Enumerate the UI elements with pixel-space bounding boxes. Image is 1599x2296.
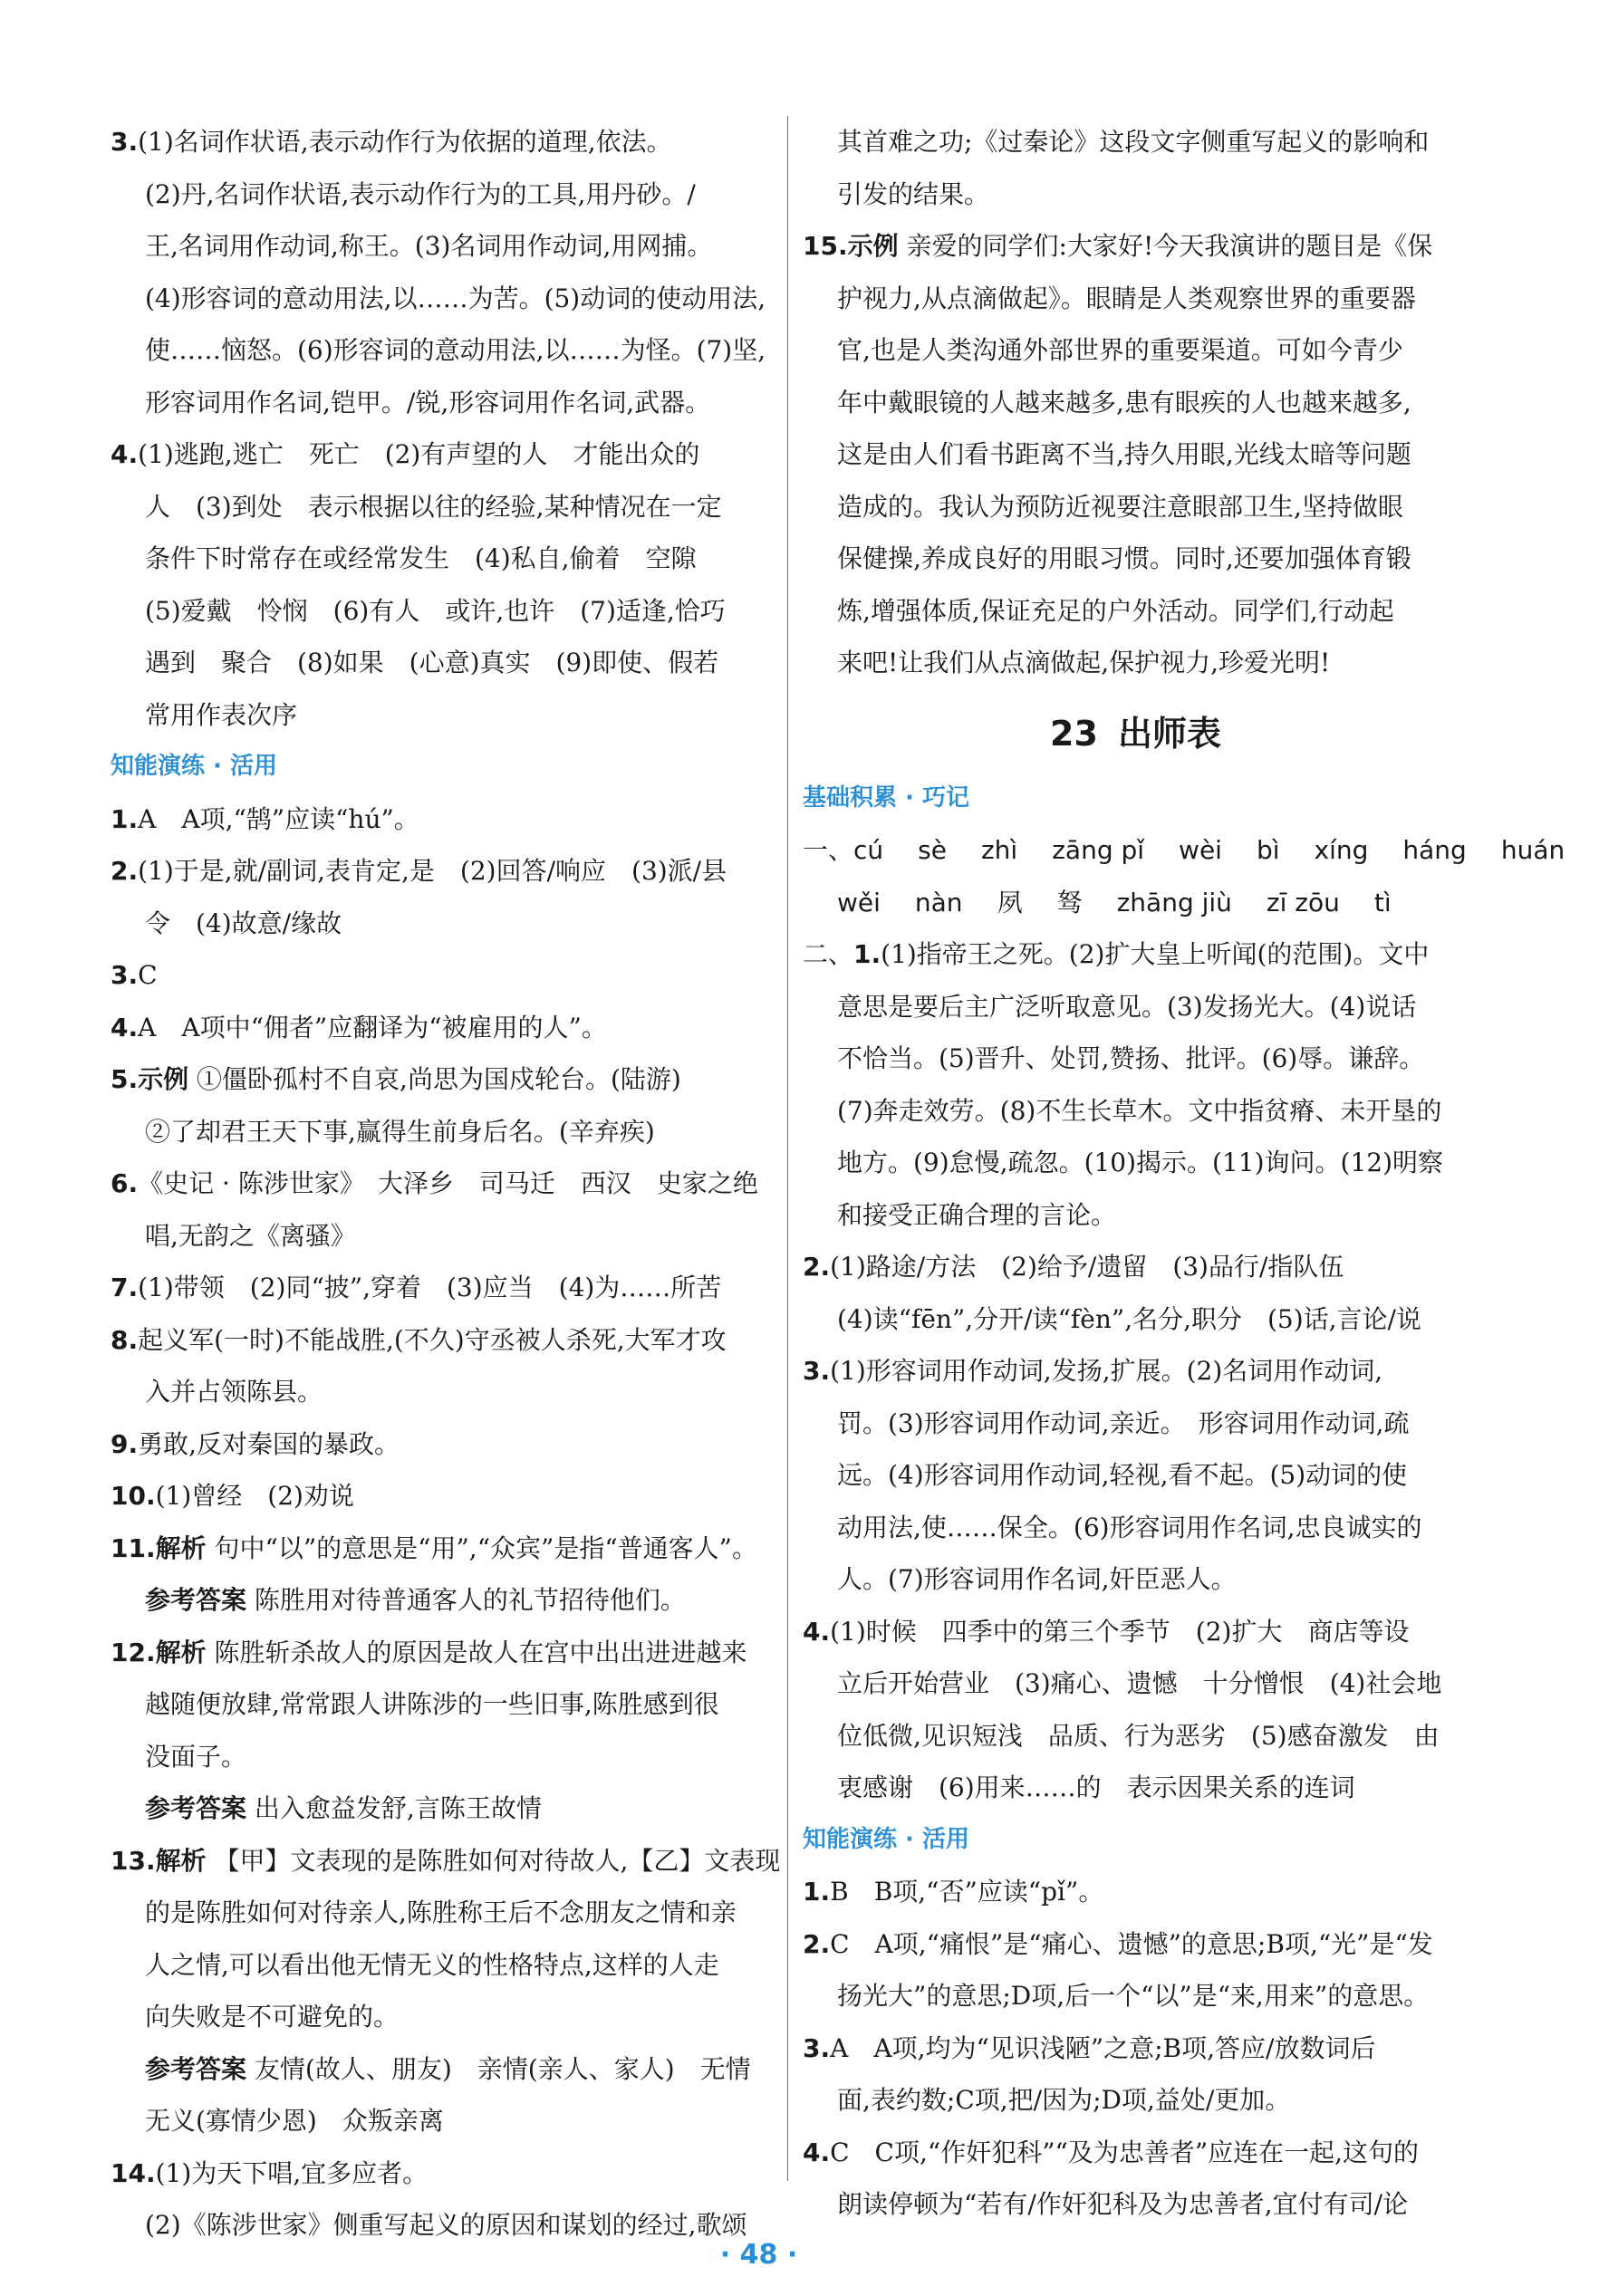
practice-answer-4: 4.C C项,“作奸犯科”“及为忠善者”应连在一起,这句的 [803,2137,1420,2167]
answer-3-line: (4)形容词的意动用法,以……为苦。(5)动词的使动用法, [145,283,766,313]
answer-8: 8.起义军(一时)不能战胜,(不久)守丞被人杀死,大军才攻 [111,1324,727,1355]
answer-1: 1.A A项,“鹄”应读“hú”。 [111,803,419,834]
answer-4-line: (5)爱戴 怜悯 (6)有人 或许,也许 (7)适逢,恰巧 [145,595,726,626]
answer-5-line: ②了却君王天下事,赢得生前身后名。(辛弃疾) [145,1116,655,1147]
answer-12-line: 越随便放肆,常常跟人讲陈涉的一些旧事,陈胜感到很 [145,1689,719,1719]
answer-15-line: 年中戴眼镜的人越来越多,患有眼疾的人也越来越多, [837,387,1411,418]
answer-4-line: 条件下时常存在或经常发生 (4)私自,偷着 空隙 [145,543,697,573]
part2-answer-1-line: 意思是要后主广泛听取意见。(3)发扬光大。(4)说话 [837,991,1417,1022]
answer-14-continued: 其首难之功;《过秦论》这段文字侧重写起义的影响和 [837,127,1430,157]
answer-13-line: 人之情,可以看出他无情无义的性格特点,这样的人走 [145,1949,719,1980]
part2-answer-4-line: 位低微,见识短浅 品质、行为恶劣 (5)感奋激发 由 [837,1720,1440,1751]
part2-answer-3-line: 罚。(3)形容词用作动词,亲近。 形容词用作动词,疏 [837,1407,1410,1438]
part2-answer-3-line: 人。(7)形容词用作名词,奸臣恶人。 [837,1564,1237,1594]
answer-15-line: 官,也是人类沟通外部世界的重要渠道。可如今青少 [837,335,1403,365]
section-heading-practice: 知能演练 · 活用 [111,753,277,780]
part2-answer-1-line: 不恰当。(5)晋升、处罚,赞扬、批评。(6)辱。谦辞。 [837,1043,1425,1073]
answer-13-line: 无义(寡情少恩) 众叛亲离 [145,2106,444,2136]
section-heading-basics: 基础积累 · 巧记 [803,783,969,812]
left-column [111,116,781,2252]
answer-14: 14.(1)为天下唱,宜多应者。 [111,2157,429,2188]
answer-12-line: 没面子。 [145,1741,247,1772]
answer-15-line: 护视力,从点滴做起》。眼睛是人类观察世界的重要器 [837,283,1416,313]
answer-4: 4.(1)逃跑,逃亡 死亡 (2)有声望的人 才能出众的 [111,439,700,469]
page-number: · 48 · [719,2239,798,2271]
practice-answer-2-line: 扬光大”的意思;D项,后一个“以”是“来,用来”的意思。 [837,1981,1430,2011]
answer-8-line: 入并占领陈县。 [145,1377,323,1407]
part2-answer-1-line: 和接受正确合理的言论。 [837,1199,1117,1230]
answer-11-reference: 参考答案 陈胜用对待普通客人的礼节招待他们。 [145,1585,686,1615]
part2-answer-1: 二、1.(1)指帝王之死。(2)扩大皇上听闻(的范围)。文中 [803,939,1430,969]
lesson-title: 23 出师表 [1050,713,1221,754]
right-column [803,116,1565,2231]
answer-4-line: 遇到 聚合 (8)如果 (心意)真实 (9)即使、假若 [145,648,719,677]
pinyin-row: wěi nàn 夙 驽 zhāng jiù zī zōu tì [837,887,1392,917]
answer-14-continued: 引发的结果。 [837,178,990,209]
practice-answer-3: 3.A A项,均为“见识浅陋”之意;B项,答应/放数词后 [803,2032,1376,2063]
part2-answer-4-line: 立后开始营业 (3)痛心、遗憾 十分憎恨 (4)社会地 [837,1668,1442,1698]
part2-answer-2-line: (4)读“fēn”,分开/读“fèn”,名分,职分 (5)话,言论/说 [837,1303,1421,1334]
answer-15-line: 这是由人们看书距离不当,持久用眼,光线太暗等问题 [837,439,1411,469]
practice-answer-4-line: 朗读停顿为“若有/作奸犯科及为忠善者,宜付有司/论 [837,2189,1409,2219]
part2-answer-3-line: 远。(4)形容词用作动词,轻视,看不起。(5)动词的使 [837,1460,1408,1490]
answer-3-line: 王,名词用作动词,称王。(3)名词用作动词,用网捕。 [145,231,713,261]
answer-7: 7.(1)带领 (2)同“披”,穿着 (3)应当 (4)为……所苦 [111,1273,722,1302]
part2-answer-4-line: 衷感谢 (6)用来……的 表示因果关系的连词 [837,1772,1355,1802]
answer-13-line: 向失败是不可避免的。 [145,2002,400,2032]
section-heading-practice: 知能演练 · 活用 [803,1825,969,1853]
answer-13-line: 的是陈胜如何对待亲人,陈胜称王后不念朋友之情和亲 [145,1897,737,1927]
answer-9: 9.勇敢,反对秦国的暴政。 [111,1428,400,1459]
practice-answer-2: 2.C A项,“痛恨”是“痛心、遗憾”的意思;B项,“光”是“发 [803,1928,1433,1959]
answer-14-line: (2)《陈涉世家》侧重写起义的原因和谋划的经过,歌颂 [145,2210,747,2240]
part2-answer-3: 3.(1)形容词用作动词,发扬,扩展。(2)名词用作动词, [803,1356,1383,1386]
part2-answer-3-line: 动用法,使……保全。(6)形容词用作名词,忠良诚实的 [837,1512,1422,1542]
answer-10: 10.(1)曾经 (2)劝说 [111,1481,354,1511]
answer-15-line: 炼,增强体质,保证充足的户外活动。同学们,行动起 [837,595,1394,626]
answer-2: 2.(1)于是,就/副词,表肯定,是 (2)回答/响应 (3)派/县 [111,856,727,886]
answer-15: 15.示例 亲爱的同学们:大家好!今天我演讲的题目是《保 [803,231,1433,261]
answer-4b: 4.A A项中“佣者”应翻译为“被雇用的人”。 [111,1012,607,1042]
answer-13: 13.解析 【甲】文表现的是陈胜如何对待故人,【乙】文表现 [111,1845,781,1876]
practice-answer-1: 1.B B项,“否”应读“pǐ”。 [803,1877,1104,1907]
part2-answer-1-line: 地方。(9)怠慢,疏忽。(10)揭示。(11)询问。(12)明察 [837,1148,1443,1177]
column-divider [787,116,788,2181]
part2-answer-4: 4.(1)时候 四季中的第三个季节 (2)扩大 商店等设 [803,1616,1410,1647]
answer-6-line: 唱,无韵之《离骚》 [145,1220,356,1251]
answer-15-line: 造成的。我认为预防近视要注意眼部卫生,坚持做眼 [837,491,1403,522]
answer-3: 3.(1)名词作状语,表示动作行为依据的道理,依法。 [111,127,672,157]
answer-4-line: 人 (3)到处 表示根据以往的经验,某种情况在一定 [145,491,722,522]
answer-6: 6.《史记 · 陈涉世家》 大泽乡 司马迁 西汉 史家之绝 [111,1168,758,1198]
answer-12: 12.解析 陈胜斩杀故人的原因是故人在宫中出出进进越来 [111,1637,747,1667]
answer-12-reference: 参考答案 出入愈益发舒,言陈王故情 [145,1793,542,1823]
answer-15-line: 保健操,养成良好的用眼习惯。同时,还要加强体育锻 [837,543,1411,573]
part2-answer-2: 2.(1)路途/方法 (2)给予/遗留 (3)品行/指队伍 [803,1252,1344,1282]
answer-15-line: 来吧!让我们从点滴做起,保护视力,珍爱光明! [837,648,1331,677]
answer-3-line: 使……恼怒。(6)形容词的意动用法,以……为怪。(7)坚, [145,335,766,365]
answer-4-line: 常用作表次序 [145,699,298,730]
answer-5: 5.示例 ①僵卧孤村不自哀,尚思为国戍轮台。(陆游) [111,1064,681,1094]
part2-answer-1-line: (7)奔走效劳。(8)不生长草木。文中指贫瘠、未开垦的 [837,1095,1442,1126]
answer-3b: 3.C [111,960,158,990]
pinyin-row: 一、cú sè zhì zāng pǐ wèi bì xíng háng huán [803,835,1565,865]
answer-2-line: 令 (4)故意/缘故 [145,908,342,938]
answer-13-reference: 参考答案 友情(故人、朋友) 亲情(亲人、家人) 无情 [145,2053,751,2084]
answer-11: 11.解析 句中“以”的意思是“用”,“众宾”是指“普通客人”。 [111,1532,757,1563]
practice-answer-3-line: 面,表约数;C项,把/因为;D项,益处/更加。 [837,2085,1291,2115]
answer-3-line: (2)丹,名词作状语,表示动作行为的工具,用丹砂。/ [145,178,696,209]
answer-3-line: 形容词用作名词,铠甲。/锐,形容词用作名词,武器。 [145,387,711,418]
